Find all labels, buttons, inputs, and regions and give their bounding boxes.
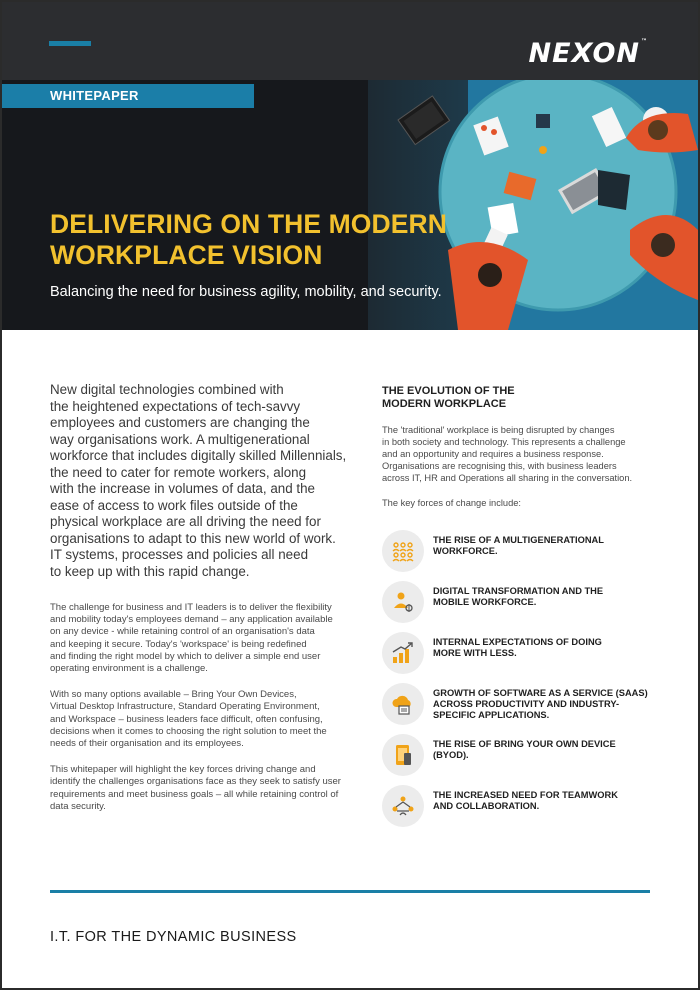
list-item bbox=[382, 785, 662, 836]
force-label: INTERNAL EXPECTATIONS OF DOING MORE WITH LESS. bbox=[433, 637, 602, 659]
people-group-icon bbox=[382, 530, 424, 572]
force-label: GROWTH OF SOFTWARE AS A SERVICE (SAAS) ACROSS PRODUCTIVITY AND INDUSTRY- SPECIFIC APPLICATIONS. bbox=[433, 688, 648, 721]
teamwork-icon bbox=[382, 785, 424, 827]
body-paragraph: With so many options available – Bring Your Own Devices, Virtual Desktop Infrastructure, Standard Operating Environment, and Workspace – business leaders face difficult, often confusing, decisions when it comes to choosing the right solution to meet the needs of their organisation and its employees. bbox=[50, 689, 327, 750]
devices-icon bbox=[382, 734, 424, 776]
intro-column bbox=[50, 382, 350, 813]
nexon-logo: NEXON™ bbox=[528, 38, 648, 69]
growth-chart-icon bbox=[382, 632, 424, 674]
force-label: THE RISE OF A MULTIGENERATIONAL WORKFORCE. bbox=[433, 535, 604, 557]
body-paragraph: This whitepaper will highlight the key forces driving change and identify the challenges organisations face as they seek to satisfy user requirements and meet business goals – all while retaining control of data security. bbox=[50, 764, 341, 812]
footer-divider bbox=[50, 890, 650, 893]
section-intro: The 'traditional' workplace is being disrupted by changes in both society and technology. This represents a challenge and an opportunity and requires a business response. Organisations are recognising this, with business leaders across IT, HR and Operations all sharing in the conversation. bbox=[382, 425, 633, 484]
forces-intro: The key forces of change include: bbox=[382, 498, 522, 509]
force-label: THE RISE OF BRING YOUR OWN DEVICE (BYOD). bbox=[433, 739, 616, 761]
page-subtitle: Balancing the need for business agility, mobility, and security. bbox=[50, 284, 442, 300]
force-label: DIGITAL TRANSFORMATION AND THE MOBILE WORKFORCE. bbox=[433, 586, 604, 608]
lead-paragraph: New digital technologies combined with the heightened expectations of tech-savvy employees and customers are changing the way organisations work. A multigenerational workforce that includes digitally skilled Millennials, the need to cater for remote workers, along with the increase in volumes of data, and the ease of access to work files outside of the physical workplace are all driving the need for organisations to adapt to this new world of work. IT systems, processes and policies all need to keep up with this rapid change. bbox=[50, 382, 347, 579]
list-item bbox=[382, 734, 662, 785]
person-right2 bbox=[598, 170, 630, 210]
footer-tagline: I.T. FOR THE DYNAMIC BUSINESS bbox=[50, 929, 297, 945]
forces-list bbox=[382, 530, 662, 836]
accent-dash bbox=[49, 41, 91, 46]
whitepaper-page bbox=[2, 2, 698, 988]
mobile-worker-icon bbox=[382, 581, 424, 623]
page-title: DELIVERING ON THE MODERN WORKPLACE VISION bbox=[50, 209, 447, 270]
top-bar bbox=[2, 2, 698, 80]
body-paragraph: The challenge for business and IT leaders is to deliver the flexibility and mobility today's employees demand – any application available on any device - while retaining control of an organisation's data and keeping it secure. Today's 'workspace' is being redefined and finding the right model by which to deliver a simple end user operating environment is a challenge. bbox=[50, 602, 333, 675]
cloud-software-icon bbox=[382, 683, 424, 725]
hero-banner bbox=[2, 2, 698, 330]
force-label: THE INCREASED NEED FOR TEAMWORK AND COLLABORATION. bbox=[433, 790, 618, 812]
whitepaper-ribbon: WHITEPAPER bbox=[2, 84, 254, 108]
list-item bbox=[382, 581, 662, 632]
list-item bbox=[382, 632, 662, 683]
list-item bbox=[382, 683, 662, 734]
section-heading: THE EVOLUTION OF THE MODERN WORKPLACE bbox=[382, 385, 515, 410]
list-item bbox=[382, 530, 662, 581]
evolution-section bbox=[382, 385, 657, 508]
